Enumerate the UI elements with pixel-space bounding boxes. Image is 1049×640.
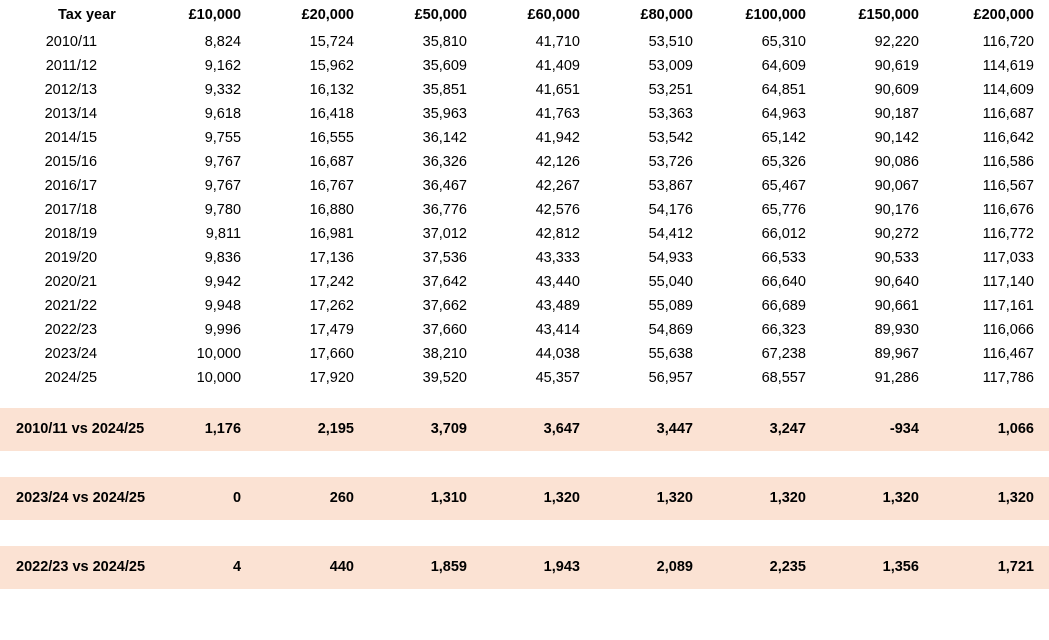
cell-value: 41,763 — [535, 106, 580, 122]
cell-tax-year: 2016/17 — [44, 178, 98, 194]
cell-value: 64,963 — [761, 106, 806, 122]
table-row — [0, 30, 1049, 54]
cell-value: 36,142 — [422, 130, 467, 146]
cell-value: 10,000 — [196, 346, 242, 362]
spacer — [0, 520, 1049, 546]
cell-value: 117,140 — [982, 274, 1034, 290]
table-row — [0, 294, 1049, 318]
cell-value: 9,811 — [205, 226, 242, 242]
cell-value: 53,867 — [648, 178, 693, 194]
cell-value: 17,660 — [309, 346, 354, 362]
cell-value: 65,142 — [761, 130, 806, 146]
cell-value: 39,520 — [422, 370, 467, 386]
cell-value: 41,710 — [535, 34, 580, 50]
spacer — [0, 390, 1049, 408]
column-header-10000: £10,000 — [188, 7, 242, 23]
comparison-value: 440 — [256, 546, 369, 589]
comparison-value: 1,310 — [369, 477, 482, 520]
cell-value: 64,851 — [761, 82, 806, 98]
cell-value: 90,661 — [874, 298, 919, 314]
cell-value: 36,776 — [422, 202, 467, 218]
cell-value: 55,638 — [648, 346, 693, 362]
table-row — [0, 150, 1049, 174]
cell-value: 37,660 — [422, 322, 467, 338]
cell-value: 65,467 — [761, 178, 806, 194]
column-header-100000: £100,000 — [745, 7, 806, 23]
cell-value: 53,009 — [648, 58, 693, 74]
cell-value: 43,440 — [535, 274, 580, 290]
comparison-value: 2,235 — [708, 546, 821, 589]
table-row — [0, 342, 1049, 366]
comparison-label: 2022/23 vs 2024/25 — [0, 546, 143, 589]
cell-value: 44,038 — [535, 346, 580, 362]
cell-value: 116,066 — [982, 322, 1034, 338]
cell-value: 117,786 — [982, 370, 1034, 386]
cell-value: 64,609 — [761, 58, 806, 74]
cell-value: 16,132 — [309, 82, 354, 98]
cell-value: 16,880 — [309, 202, 354, 218]
cell-value: 116,772 — [982, 226, 1034, 242]
table-row — [0, 54, 1049, 78]
table-row — [0, 246, 1049, 270]
comparison-row — [0, 408, 1049, 451]
cell-value: 43,414 — [535, 322, 580, 338]
cell-value: 9,836 — [204, 250, 242, 266]
table-row — [0, 102, 1049, 126]
comparison-value: 1,721 — [934, 546, 1049, 589]
column-header-20000: £20,000 — [301, 7, 354, 23]
cell-value: 17,920 — [309, 370, 354, 386]
cell-value: 42,267 — [535, 178, 580, 194]
comparison-value: 1,320 — [708, 477, 821, 520]
cell-value: 9,948 — [204, 298, 242, 314]
comparison-value: 0 — [143, 477, 256, 520]
cell-value: 90,086 — [874, 154, 919, 170]
cell-value: 114,609 — [982, 82, 1034, 98]
cell-value: 41,651 — [535, 82, 580, 98]
cell-value: 35,810 — [422, 34, 467, 50]
cell-value: 35,609 — [422, 58, 467, 74]
cell-value: 90,533 — [874, 250, 919, 266]
cell-value: 67,238 — [761, 346, 806, 362]
cell-value: 37,662 — [422, 298, 467, 314]
cell-value: 92,220 — [874, 34, 919, 50]
cell-value: 9,755 — [204, 130, 242, 146]
column-header-60000: £60,000 — [527, 7, 580, 23]
cell-value: 41,409 — [535, 58, 580, 74]
cell-value: 42,576 — [535, 202, 580, 218]
cell-value: 42,812 — [535, 226, 580, 242]
cell-value: 53,251 — [648, 82, 693, 98]
table-header — [0, 0, 1049, 30]
cell-value: 38,210 — [422, 346, 467, 362]
cell-value: 16,687 — [309, 154, 354, 170]
cell-value: 65,776 — [761, 202, 806, 218]
comparison-value: 2,195 — [256, 408, 369, 451]
cell-value: 9,996 — [204, 322, 242, 338]
cell-value: 55,040 — [648, 274, 693, 290]
table-row — [0, 174, 1049, 198]
table-row — [0, 126, 1049, 150]
cell-value: 66,012 — [761, 226, 806, 242]
cell-value: 45,357 — [535, 370, 580, 386]
table-row — [0, 222, 1049, 246]
column-header-tax-year: Tax year — [58, 7, 116, 23]
spacer-cell — [0, 390, 1049, 408]
comparison-value: 3,709 — [369, 408, 482, 451]
cell-value: 90,142 — [874, 130, 919, 146]
cell-tax-year: 2023/24 — [44, 346, 98, 362]
cell-tax-year: 2022/23 — [44, 322, 98, 338]
comparison-value: 3,247 — [708, 408, 821, 451]
cell-value: 9,332 — [204, 82, 242, 98]
cell-tax-year: 2024/25 — [44, 370, 98, 386]
cell-value: 117,033 — [982, 250, 1034, 266]
spacer — [0, 451, 1049, 477]
comparison-value: 1,320 — [934, 477, 1049, 520]
cell-value: 66,640 — [761, 274, 806, 290]
cell-value: 66,323 — [761, 322, 806, 338]
cell-value: 8,824 — [204, 34, 242, 50]
cell-value: 42,126 — [535, 154, 580, 170]
cell-value: 116,676 — [982, 202, 1034, 218]
cell-value: 116,642 — [982, 130, 1034, 146]
cell-value: 91,286 — [874, 370, 919, 386]
cell-value: 116,586 — [982, 154, 1034, 170]
cell-value: 15,724 — [309, 34, 354, 50]
cell-value: 9,780 — [204, 202, 242, 218]
cell-value: 116,720 — [982, 34, 1034, 50]
spacer-cell — [0, 520, 1049, 546]
comparison-label: 2023/24 vs 2024/25 — [0, 477, 143, 520]
cell-value: 16,767 — [309, 178, 354, 194]
column-header-200000: £200,000 — [973, 7, 1034, 23]
column-header-80000: £80,000 — [640, 7, 693, 23]
cell-value: 54,176 — [648, 202, 693, 218]
comparison-value: 1,859 — [369, 546, 482, 589]
cell-value: 53,726 — [648, 154, 693, 170]
cell-value: 89,967 — [874, 346, 919, 362]
cell-value: 53,542 — [648, 130, 693, 146]
cell-value: 36,467 — [422, 178, 467, 194]
cell-value: 116,567 — [982, 178, 1034, 194]
cell-tax-year: 2011/12 — [45, 58, 98, 74]
cell-value: 56,957 — [648, 370, 693, 386]
cell-tax-year: 2014/15 — [44, 130, 98, 146]
cell-value: 9,162 — [204, 58, 242, 74]
cell-value: 116,467 — [982, 346, 1034, 362]
cell-value: 65,326 — [761, 154, 806, 170]
comparison-value: 2,089 — [595, 546, 708, 589]
cell-value: 37,642 — [422, 274, 467, 290]
table-row — [0, 270, 1049, 294]
cell-value: 90,067 — [874, 178, 919, 194]
cell-value: 37,536 — [422, 250, 467, 266]
cell-value: 16,555 — [309, 130, 354, 146]
cell-value: 90,640 — [874, 274, 919, 290]
cell-value: 15,962 — [309, 58, 354, 74]
cell-value: 54,869 — [648, 322, 693, 338]
spacer-cell — [0, 451, 1049, 477]
cell-value: 68,557 — [761, 370, 806, 386]
cell-value: 9,942 — [204, 274, 242, 290]
table-row — [0, 78, 1049, 102]
cell-value: 117,161 — [982, 298, 1034, 314]
cell-tax-year: 2013/14 — [44, 106, 98, 122]
cell-value: 90,187 — [874, 106, 919, 122]
cell-value: 17,262 — [309, 298, 354, 314]
cell-value: 10,000 — [196, 370, 242, 386]
cell-value: 90,272 — [874, 226, 919, 242]
cell-value: 66,689 — [761, 298, 806, 314]
column-header-50000: £50,000 — [414, 7, 467, 23]
cell-value: 53,363 — [648, 106, 693, 122]
cell-value: 9,767 — [204, 178, 242, 194]
cell-value: 89,930 — [874, 322, 919, 338]
comparison-value: 1,320 — [821, 477, 934, 520]
cell-value: 37,012 — [422, 226, 467, 242]
comparison-value: 1,356 — [821, 546, 934, 589]
cell-value: 36,326 — [422, 154, 467, 170]
cell-tax-year: 2012/13 — [44, 82, 98, 98]
cell-value: 90,176 — [874, 202, 919, 218]
table-row — [0, 198, 1049, 222]
cell-tax-year: 2020/21 — [44, 274, 98, 290]
cell-value: 66,533 — [761, 250, 806, 266]
comparison-row — [0, 477, 1049, 520]
cell-value: 41,942 — [535, 130, 580, 146]
cell-value: 116,687 — [982, 106, 1034, 122]
header-row — [0, 0, 1049, 30]
comparison-value: 1,943 — [482, 546, 595, 589]
cell-value: 55,089 — [648, 298, 693, 314]
cell-tax-year: 2010/11 — [45, 34, 98, 50]
cell-value: 54,412 — [648, 226, 693, 242]
cell-value: 17,479 — [309, 322, 354, 338]
cell-tax-year: 2021/22 — [44, 298, 98, 314]
comparison-value: 3,647 — [482, 408, 595, 451]
cell-value: 35,851 — [422, 82, 467, 98]
cell-tax-year: 2018/19 — [44, 226, 98, 242]
comparison-value: 1,066 — [934, 408, 1049, 451]
comparison-label: 2010/11 vs 2024/25 — [0, 408, 143, 451]
cell-tax-year: 2017/18 — [44, 202, 98, 218]
cell-value: 53,510 — [648, 34, 693, 50]
table-body — [0, 30, 1049, 589]
cell-value: 43,489 — [535, 298, 580, 314]
comparison-value: 4 — [143, 546, 256, 589]
cell-value: 90,609 — [874, 82, 919, 98]
comparison-value: 260 — [256, 477, 369, 520]
cell-value: 17,242 — [309, 274, 354, 290]
cell-value: 35,963 — [422, 106, 467, 122]
cell-value: 16,418 — [309, 106, 354, 122]
cell-value: 114,619 — [982, 58, 1034, 74]
comparison-row — [0, 546, 1049, 589]
cell-tax-year: 2015/16 — [44, 154, 98, 170]
comparison-value: 1,320 — [482, 477, 595, 520]
cell-value: 16,981 — [309, 226, 354, 242]
cell-tax-year: 2019/20 — [44, 250, 98, 266]
table-row — [0, 318, 1049, 342]
cell-value: 43,333 — [535, 250, 580, 266]
cell-value: 9,618 — [204, 106, 242, 122]
cell-value: 9,767 — [204, 154, 242, 170]
cell-value: 17,136 — [309, 250, 354, 266]
table-row — [0, 366, 1049, 390]
comparison-value: 1,320 — [595, 477, 708, 520]
cell-value: 90,619 — [874, 58, 919, 74]
cell-value: 65,310 — [761, 34, 806, 50]
comparison-value: 1,176 — [143, 408, 256, 451]
comparison-value: 3,447 — [595, 408, 708, 451]
column-header-150000: £150,000 — [858, 7, 919, 23]
comparison-value: -934 — [821, 408, 934, 451]
cell-value: 54,933 — [648, 250, 693, 266]
